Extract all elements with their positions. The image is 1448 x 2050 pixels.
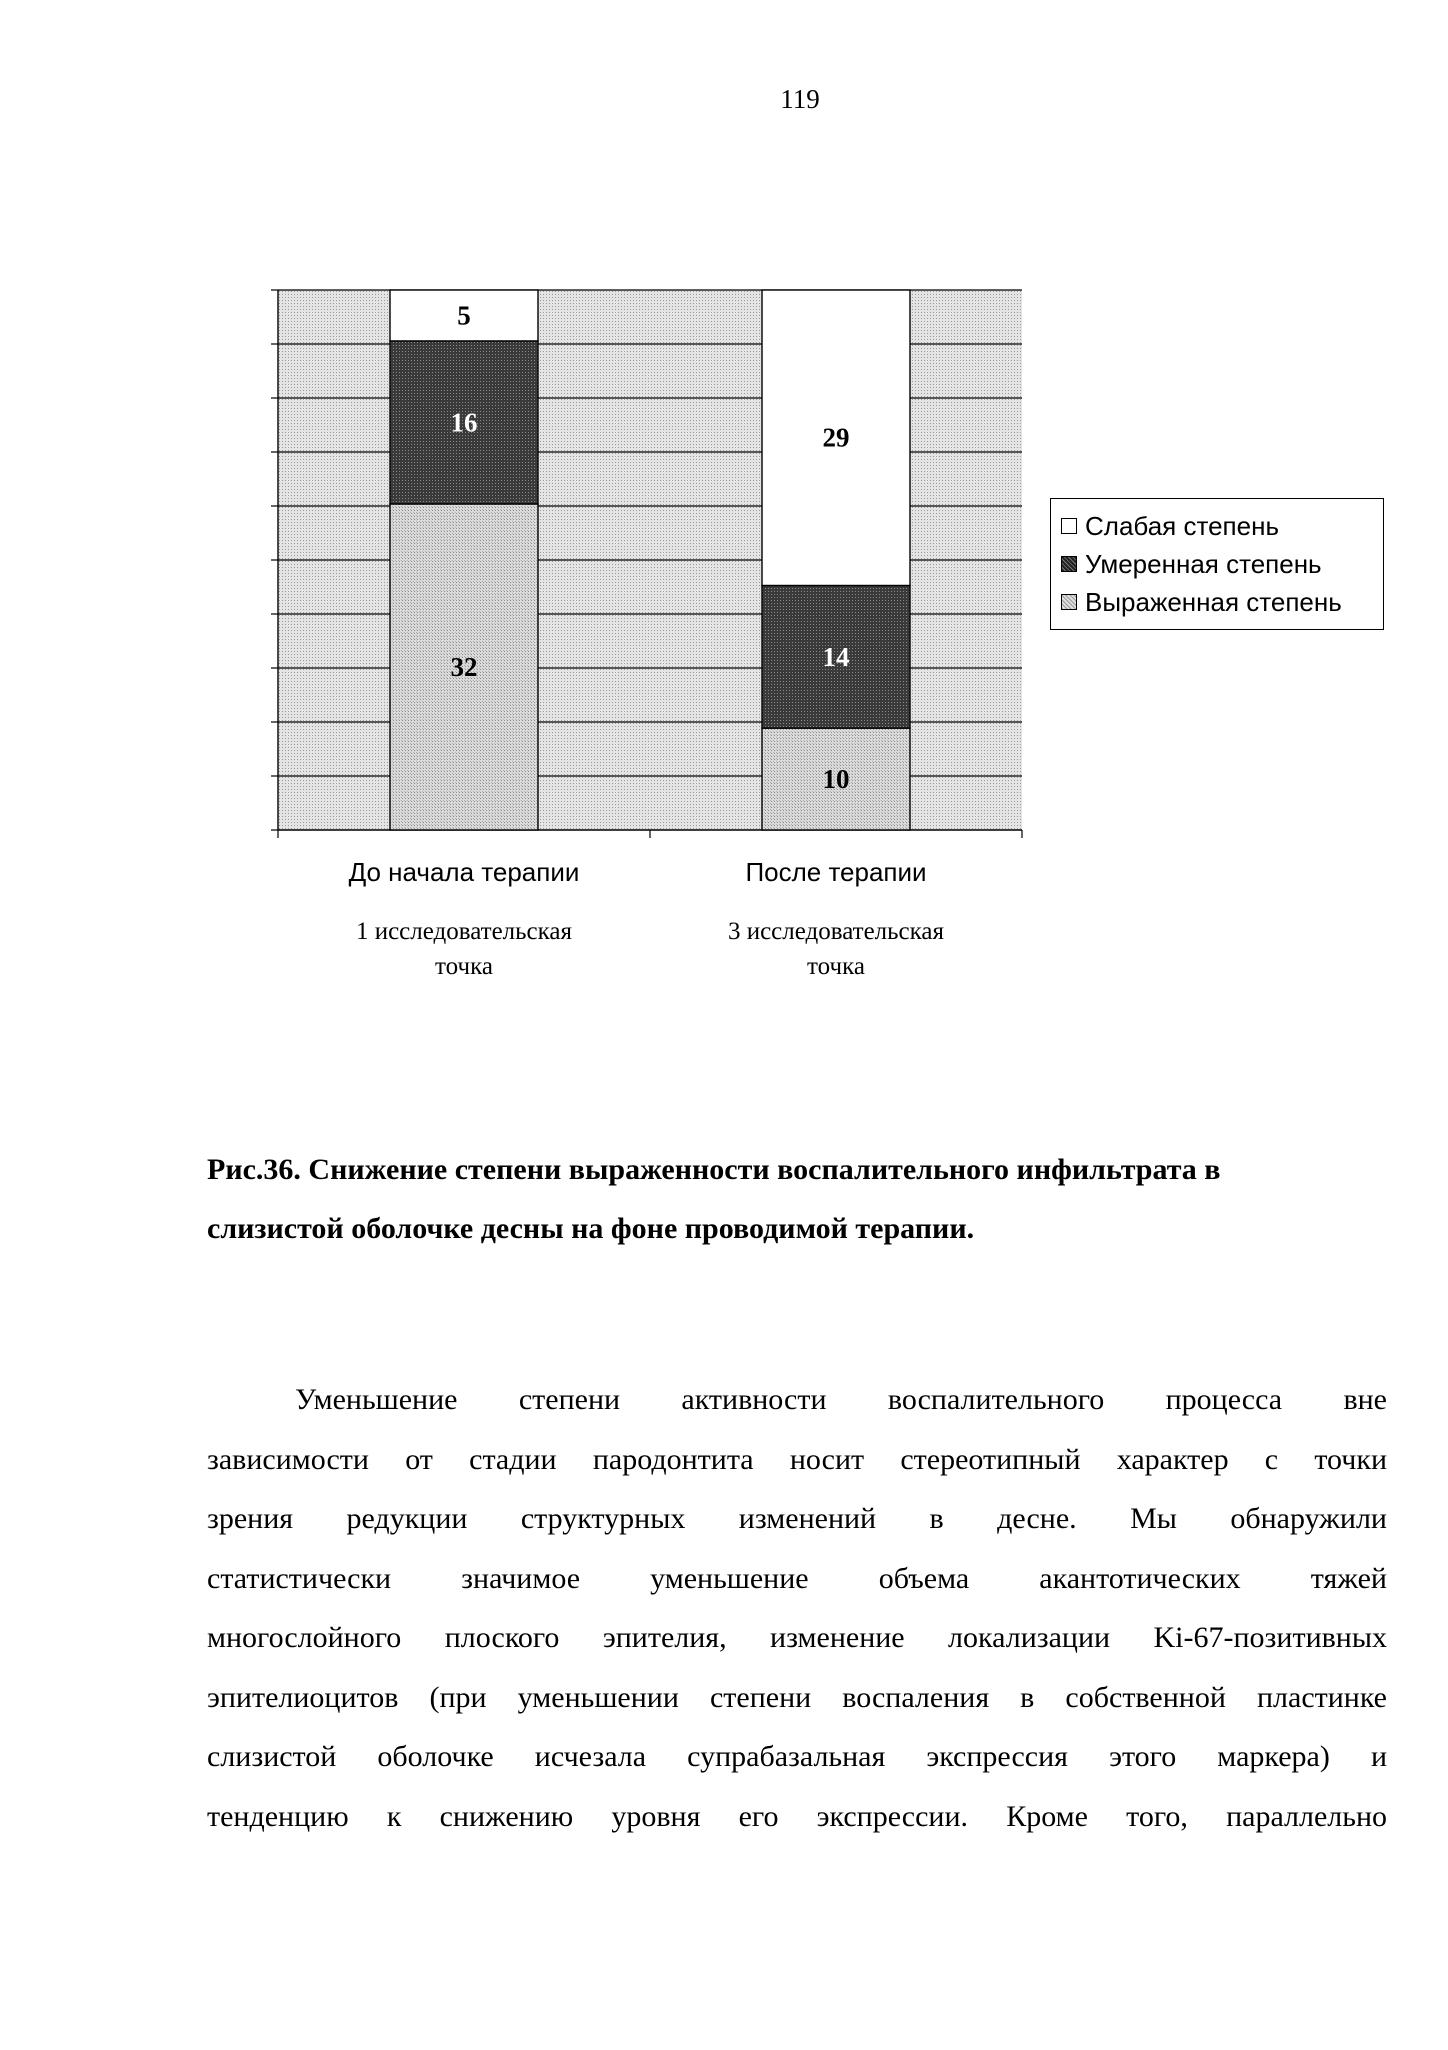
data-label: 29 <box>822 422 850 453</box>
legend-label: Умеренная степень <box>1085 548 1322 579</box>
legend-swatch <box>1061 556 1077 572</box>
stacked-bar-chart <box>0 0 1448 1010</box>
legend-item <box>1061 507 1373 545</box>
body-line: тенденцию к снижению уровня его экспрессии. Кроме того, параллельно <box>207 1799 1387 1833</box>
legend-label: Слабая степень <box>1085 510 1279 541</box>
x-category-sublabel: 1 исследовательская точка <box>355 918 573 980</box>
data-label: 14 <box>822 641 850 672</box>
figure-caption: Рис.36. Снижение степени выраженности воспалительного инфильтрата в слизистой оболочке десны на фоне проводимой терапии. <box>207 1153 1221 1245</box>
body-line: многослойного плоского эпителия, изменение локализации Ki-67-позитивных <box>207 1621 1387 1654</box>
body-line: эпителиоцитов (при уменьшении степени воспаления в собственной пластинке <box>207 1680 1387 1714</box>
body-line: зрения редукции структурных изменений в десне. Мы обнаружили <box>207 1502 1387 1535</box>
x-category-label: До начала терапии <box>348 857 580 887</box>
legend-item <box>1061 545 1373 583</box>
body-line: Уменьшение степени активности воспалительного процесса вне <box>295 1383 1387 1416</box>
data-label: 16 <box>450 407 478 438</box>
data-label: 5 <box>457 300 471 331</box>
data-label: 10 <box>822 764 850 795</box>
legend-label: Выраженная степень <box>1085 586 1342 617</box>
x-category-label: После терапии <box>745 857 927 887</box>
chart-legend <box>1050 498 1384 630</box>
legend-swatch <box>1061 594 1077 610</box>
body-line: зависимости от стадии пародонтита носит стереотипный характер с точки <box>207 1442 1387 1476</box>
body-line: слизистой оболочке исчезала супрабазальная экспрессия этого маркера) и <box>207 1740 1387 1773</box>
legend-swatch <box>1061 518 1077 534</box>
body-line: статистически значимое уменьшение объема акантотических тяжей <box>207 1561 1387 1595</box>
page-number: 119 <box>780 84 820 114</box>
legend-item <box>1061 583 1373 621</box>
x-category-sublabel: 3 исследовательская точка <box>727 918 945 980</box>
body-paragraph <box>207 1370 1387 1846</box>
data-label: 32 <box>450 651 478 682</box>
